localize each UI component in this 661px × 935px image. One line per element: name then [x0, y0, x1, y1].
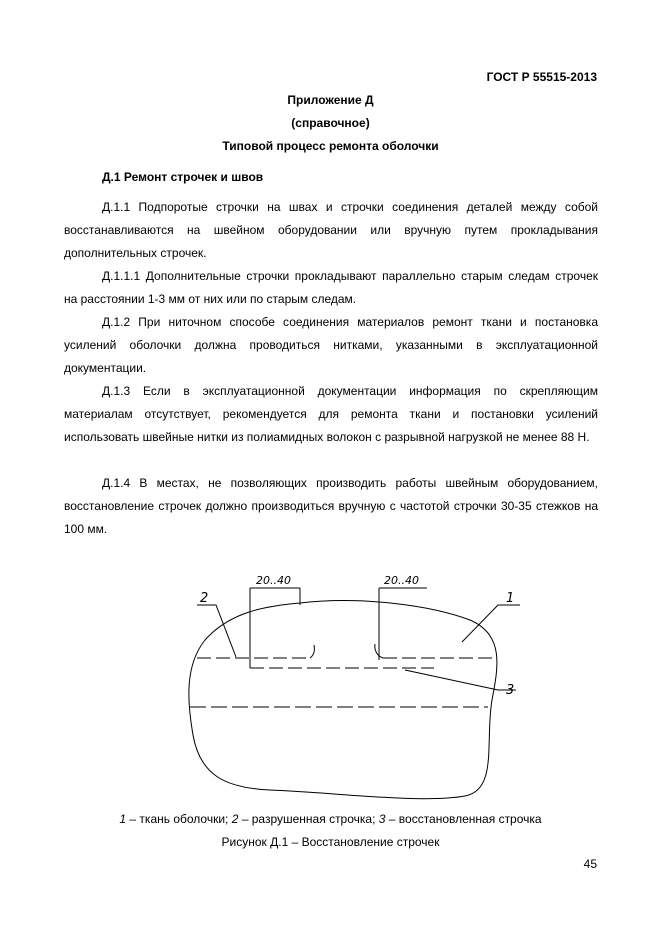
label-2: 2: [200, 591, 209, 606]
appendix-note: (справочное): [291, 116, 370, 130]
label-3: 3: [506, 683, 515, 698]
paragraph-d-1-1: Д.1.1 Подпоротые строчки на швах и строчки соединения деталей между собой восстанавливаются на швейном оборудовании или вручную путем прокладывания дополнительных строчек.: [64, 200, 598, 260]
fabric-outline: [189, 601, 497, 799]
standard-number: ГОСТ Р 55515-2013: [486, 70, 597, 84]
figure-legend: [64, 812, 597, 826]
appendix-subtitle: Типовой процесс ремонта оболочки: [222, 139, 439, 153]
dimension-label-right: 20..40: [384, 574, 419, 587]
paragraph-d-1-2: Д.1.2 При ниточном способе соединения материалов ремонт ткани и постановка усилений оболочки должна проводиться нитками, указанными в эксплуатационной документации.: [64, 315, 598, 375]
broken-stitch-hook-left: [310, 645, 314, 658]
dimension-line-left: [250, 588, 300, 668]
legend-number-3: 3: [378, 812, 386, 826]
legend-text-1: – ткань оболочки;: [126, 812, 232, 826]
dimension-label-left: 20..40: [256, 574, 291, 587]
appendix-title: Приложение Д: [287, 93, 374, 107]
legend-text-2: – разрушенная строчка;: [238, 812, 379, 826]
section-title: Д.1 Ремонт строчек и швов: [102, 170, 264, 184]
label-1: 1: [506, 591, 515, 606]
leader-line-3: [405, 670, 516, 690]
legend-number-1: 1: [119, 812, 127, 826]
legend-text-3: – восстановленная строчка: [385, 812, 542, 826]
paragraph-d-1-1-1: Д.1.1.1 Дополнительные строчки прокладывают параллельно старым следам строчек на расстоянии 1-3 мм от них или по старым следам.: [64, 269, 598, 306]
figure-caption: Рисунок Д.1 – Восстановление строчек: [221, 835, 440, 849]
leader-line-1: [462, 605, 520, 642]
page-number: 45: [583, 857, 597, 871]
legend-number-2: 2: [231, 812, 239, 826]
leader-line-2: [197, 605, 236, 657]
dimension-line-right: [379, 588, 427, 660]
paragraph-d-1-4: Д.1.4 В местах, не позволяющих производить работы швейным оборудованием, восстановление строчек должно производиться вручную с частотой строчки 30-35 стежков на 100 мм.: [64, 476, 598, 536]
paragraph-d-1-3: Д.1.3 Если в эксплуатационной документации информация по скрепляющим материалам отсутствует, рекомендуется для ремонта ткани и постановки усилений использовать швейные нитки из полиамидных волокон с разрывной нагрузкой не менее 88 Н.: [64, 384, 598, 444]
